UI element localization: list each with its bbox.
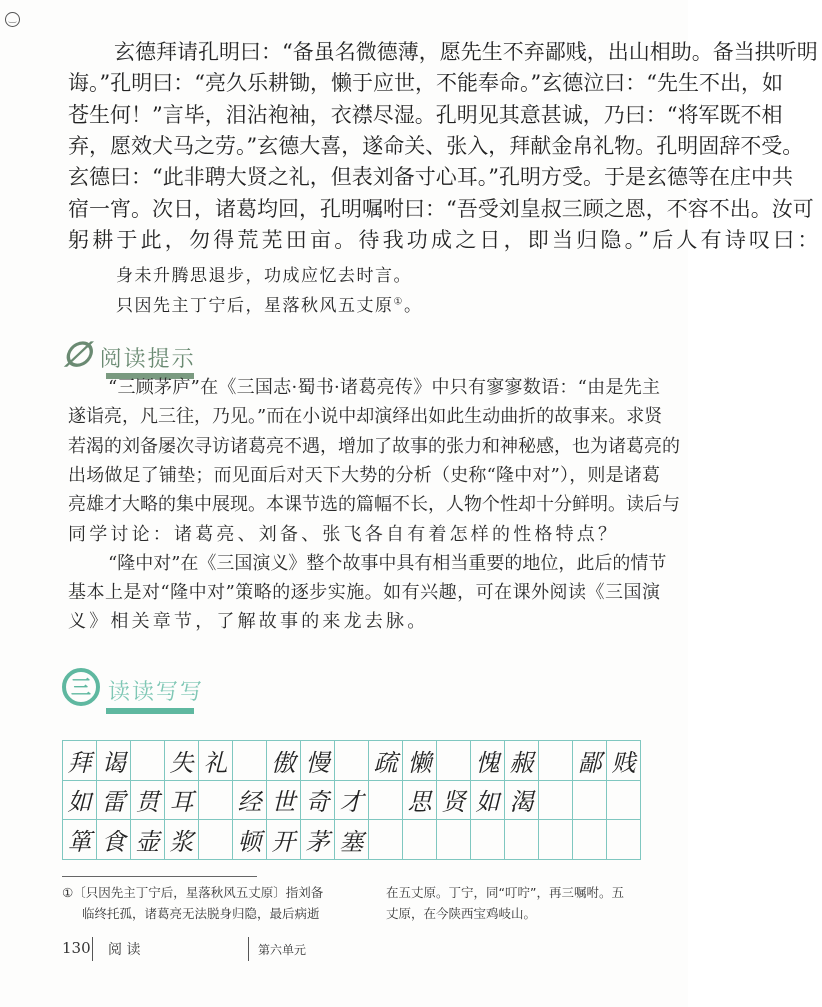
read-write-icon: 三 bbox=[62, 668, 100, 706]
grid-cell: 愧 bbox=[471, 741, 505, 781]
grid-cell: 拜 bbox=[63, 741, 97, 781]
grid-cell: 鄙 bbox=[573, 741, 607, 781]
section-label: 阅 读 bbox=[108, 942, 141, 958]
page-number: 130 bbox=[62, 939, 91, 957]
text-line: 苍生何！”言毕，泪沾袍袖，衣襟尽湿。孔明见其意甚诚，乃曰：“将军既不相 bbox=[68, 102, 783, 127]
unit-label: 第六单元 bbox=[258, 943, 307, 957]
poem-text: 只因先主丁宁后，星落秋风五丈原 bbox=[116, 296, 394, 316]
grid-cell: 疏 bbox=[369, 741, 403, 781]
text-line: 弃，愿效犬马之劳。”玄德大喜，遂命关、张入，拜献金帛礼物。孔明固辞不受。 bbox=[68, 133, 804, 158]
grid-cell bbox=[505, 820, 539, 860]
read-write-title: 读读写写 bbox=[108, 680, 205, 705]
grid-cell: 思 bbox=[403, 781, 437, 821]
grid-cell bbox=[233, 741, 267, 781]
text-line: 义》相关章节，了解故事的来龙去脉。 bbox=[68, 611, 429, 633]
footnote-line: ①〔只因先主丁宁后，星落秋风五丈原〕指刘备 bbox=[62, 885, 324, 900]
grid-cell: 顿 bbox=[233, 820, 267, 860]
text-line: 躬耕于此，勿得荒芜田亩。待我功成之日，即当归隐。”后人有诗叹曰： bbox=[68, 227, 822, 252]
text-line: 遂诣亮，凡三往，乃见。”而在小说中却演绎出如此生动曲折的故事来。求贤 bbox=[68, 406, 663, 428]
text-line: 玄德拜请孔明曰：“备虽名微德薄，愿先生不弃鄙贱，出山相助。备当拱听明 bbox=[114, 40, 818, 64]
grid-cell: 贤 bbox=[437, 781, 471, 821]
grid-cell: 世 bbox=[267, 781, 301, 821]
grid-cell: 失 bbox=[165, 741, 199, 781]
grid-cell: 贱 bbox=[607, 741, 641, 781]
footnote-line: 临终托孤，诸葛亮无法脱身归隐，最后病逝 bbox=[82, 906, 320, 921]
text-line: 出场做足了铺垫；而见面后对天下大势的分析（史称“隆中对”），则是诸葛 bbox=[68, 464, 660, 486]
grid-cell bbox=[573, 781, 607, 821]
grid-cell bbox=[369, 820, 403, 860]
footnote-left bbox=[62, 882, 323, 924]
poem-text: 身未升腾思退步，功成应忆去时言。 bbox=[116, 266, 412, 286]
grid-cell: 塞 bbox=[335, 820, 369, 860]
grid-cell: 赧 bbox=[505, 741, 539, 781]
grid-cell: 箪 bbox=[63, 820, 97, 860]
grid-cell: 浆 bbox=[165, 820, 199, 860]
reading-tips-heading bbox=[62, 337, 196, 373]
text-line: 基本上是对“隆中对”策略的逐步实施。如有兴趣，可在课外阅读《三国演 bbox=[68, 582, 660, 604]
grid-cell: 如 bbox=[63, 781, 97, 821]
text-line: 诲。”孔明曰：“亮久乐耕锄，懒于应世，不能奉命。”玄德泣曰：“先生不出，如 bbox=[68, 71, 783, 96]
grid-cell bbox=[199, 820, 233, 860]
grid-cell bbox=[471, 820, 505, 860]
grid-cell bbox=[335, 741, 369, 781]
poem-line bbox=[116, 261, 412, 286]
punctuation: 。 bbox=[403, 296, 423, 316]
footnote-right bbox=[386, 882, 624, 924]
reading-tips-title: 阅读提示 bbox=[99, 347, 196, 372]
vocabulary-grid bbox=[62, 740, 641, 860]
grid-cell: 雷 bbox=[97, 781, 131, 821]
grid-cell bbox=[607, 820, 641, 860]
grid-cell bbox=[437, 820, 471, 860]
grid-cell: 渴 bbox=[505, 781, 539, 821]
grid-cell: 壶 bbox=[131, 820, 165, 860]
grid-cell: 食 bbox=[97, 820, 131, 860]
grid-cell: 慢 bbox=[301, 741, 335, 781]
text-line: “隆中对”在《三国演义》整个故事中具有相当重要的地位，此后的情节 bbox=[108, 552, 667, 574]
smiley-icon: ‿ bbox=[5, 12, 20, 27]
grid-cell bbox=[539, 781, 573, 821]
footnote-line: 在五丈原。丁宁，同“叮咛”，再三嘱咐。五 bbox=[386, 885, 624, 900]
grid-cell bbox=[131, 741, 165, 781]
footnote-marker[interactable]: ① bbox=[393, 296, 404, 308]
grid-cell: 懒 bbox=[403, 741, 437, 781]
grid-cell bbox=[437, 741, 471, 781]
grid-cell bbox=[539, 820, 573, 860]
grid-cell: 开 bbox=[267, 820, 301, 860]
grid-cell: 茅 bbox=[301, 820, 335, 860]
text-line: 亮雄才大略的集中展现。本课节选的篇幅不长，人物个性却十分鲜明。读后与 bbox=[68, 494, 680, 516]
grid-cell: 才 bbox=[335, 781, 369, 821]
text-line: 宿一宵。次日，诸葛均回，孔明嘱咐曰：“吾受刘皇叔三顾之恩，不容不出。汝可 bbox=[68, 196, 814, 221]
grid-cell bbox=[539, 741, 573, 781]
text-line: 玄德曰：“此非聘大贤之礼，但表刘备寸心耳。”孔明方受。于是玄德等在庄中共 bbox=[68, 165, 793, 190]
reading-tips-icon: ∅ bbox=[62, 335, 92, 375]
grid-cell bbox=[369, 781, 403, 821]
grid-cell: 谒 bbox=[97, 741, 131, 781]
heading-underline bbox=[106, 708, 194, 714]
grid-cell: 如 bbox=[471, 781, 505, 821]
footnote-line: 丈原，在今陕西宝鸡岐山。 bbox=[386, 906, 537, 921]
grid-cell: 经 bbox=[233, 781, 267, 821]
grid-cell: 礼 bbox=[199, 741, 233, 781]
poem-line bbox=[116, 291, 422, 316]
grid-cell: 耳 bbox=[165, 781, 199, 821]
grid-cell: 奇 bbox=[301, 781, 335, 821]
footer-divider bbox=[248, 937, 249, 961]
footer-divider bbox=[92, 937, 93, 961]
grid-cell bbox=[199, 781, 233, 821]
grid-cell bbox=[573, 820, 607, 860]
text-line: 若渴的刘备屡次寻访诸葛亮不遇，增加了故事的张力和神秘感，也为诸葛亮的 bbox=[68, 435, 680, 457]
grid-cell bbox=[607, 781, 641, 821]
text-line: 同学讨论：诸葛亮、刘备、张飞各自有着怎样的性格特点？ bbox=[68, 523, 620, 545]
page-footer bbox=[62, 937, 462, 967]
read-write-heading bbox=[62, 668, 204, 706]
footnote-divider bbox=[62, 876, 257, 877]
grid-cell: 贯 bbox=[131, 781, 165, 821]
grid-cell: 傲 bbox=[267, 741, 301, 781]
text-line: “三顾茅庐”在《三国志·蜀书·诸葛亮传》中只有寥寥数语：“由是先主 bbox=[108, 377, 660, 398]
grid-cell bbox=[403, 820, 437, 860]
